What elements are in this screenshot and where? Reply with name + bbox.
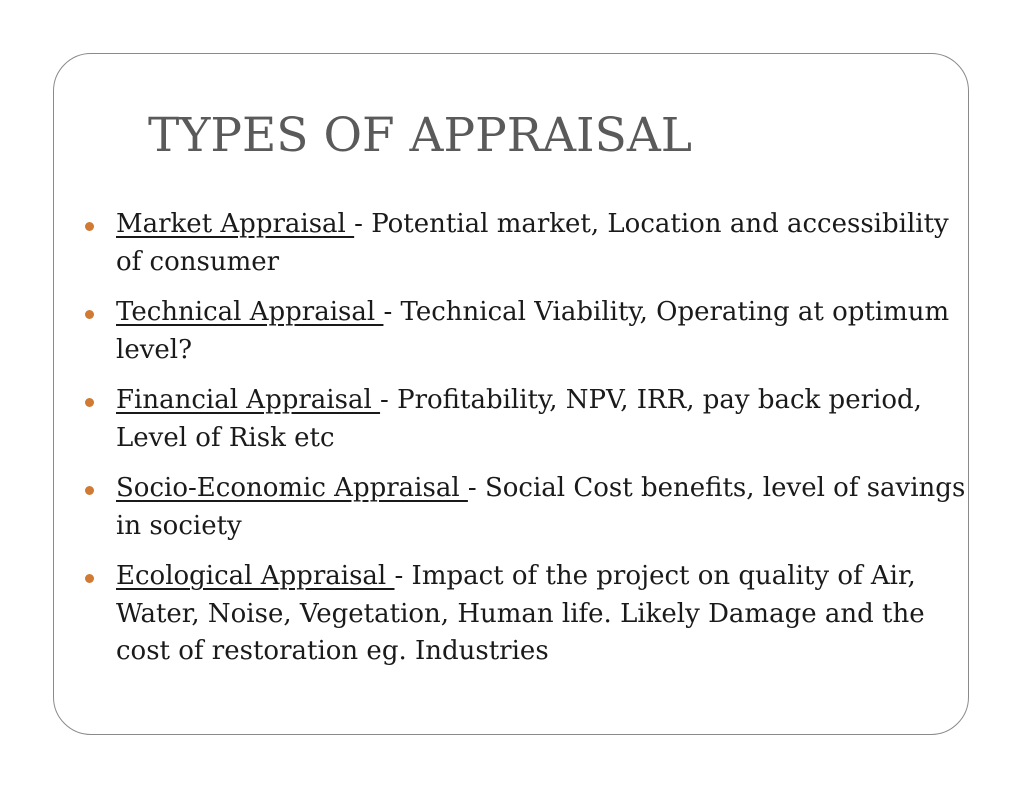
bullet-text: - Technical Viability, Operating at optimum level? xyxy=(116,297,950,365)
bullet-dot-icon xyxy=(85,222,94,231)
bullet-text: - Potential market, Location and accessibility of consumer xyxy=(116,209,949,277)
bullet-dot-icon xyxy=(85,398,94,407)
bullet-term: Socio-Economic Appraisal xyxy=(116,473,468,503)
bullet-item-market xyxy=(80,206,980,281)
bullet-term: Financial Appraisal xyxy=(116,385,381,415)
bullet-item-ecological xyxy=(80,558,980,671)
bullet-list xyxy=(80,206,980,684)
bullet-dot-icon xyxy=(85,310,94,319)
bullet-item-socio-economic xyxy=(80,470,980,545)
bullet-item-technical xyxy=(80,294,980,369)
bullet-term: Technical Appraisal xyxy=(116,297,384,327)
bullet-item-financial xyxy=(80,382,980,457)
slide-title: TYPES OF APPRAISAL xyxy=(148,108,692,163)
bullet-dot-icon xyxy=(85,574,94,583)
bullet-text: - Social Cost benefits, level of savings in society xyxy=(116,473,966,541)
bullet-text: - Profitability, NPV, IRR, pay back period, Level of Risk etc xyxy=(116,385,922,453)
bullet-term: Market Appraisal xyxy=(116,209,355,239)
bullet-dot-icon xyxy=(85,486,94,495)
bullet-text: - Impact of the project on quality of Air, Water, Noise, Vegetation, Human life. Likely Damage and the cost of restoration eg. Industries xyxy=(116,561,925,666)
bullet-term: Ecological Appraisal xyxy=(116,561,395,591)
